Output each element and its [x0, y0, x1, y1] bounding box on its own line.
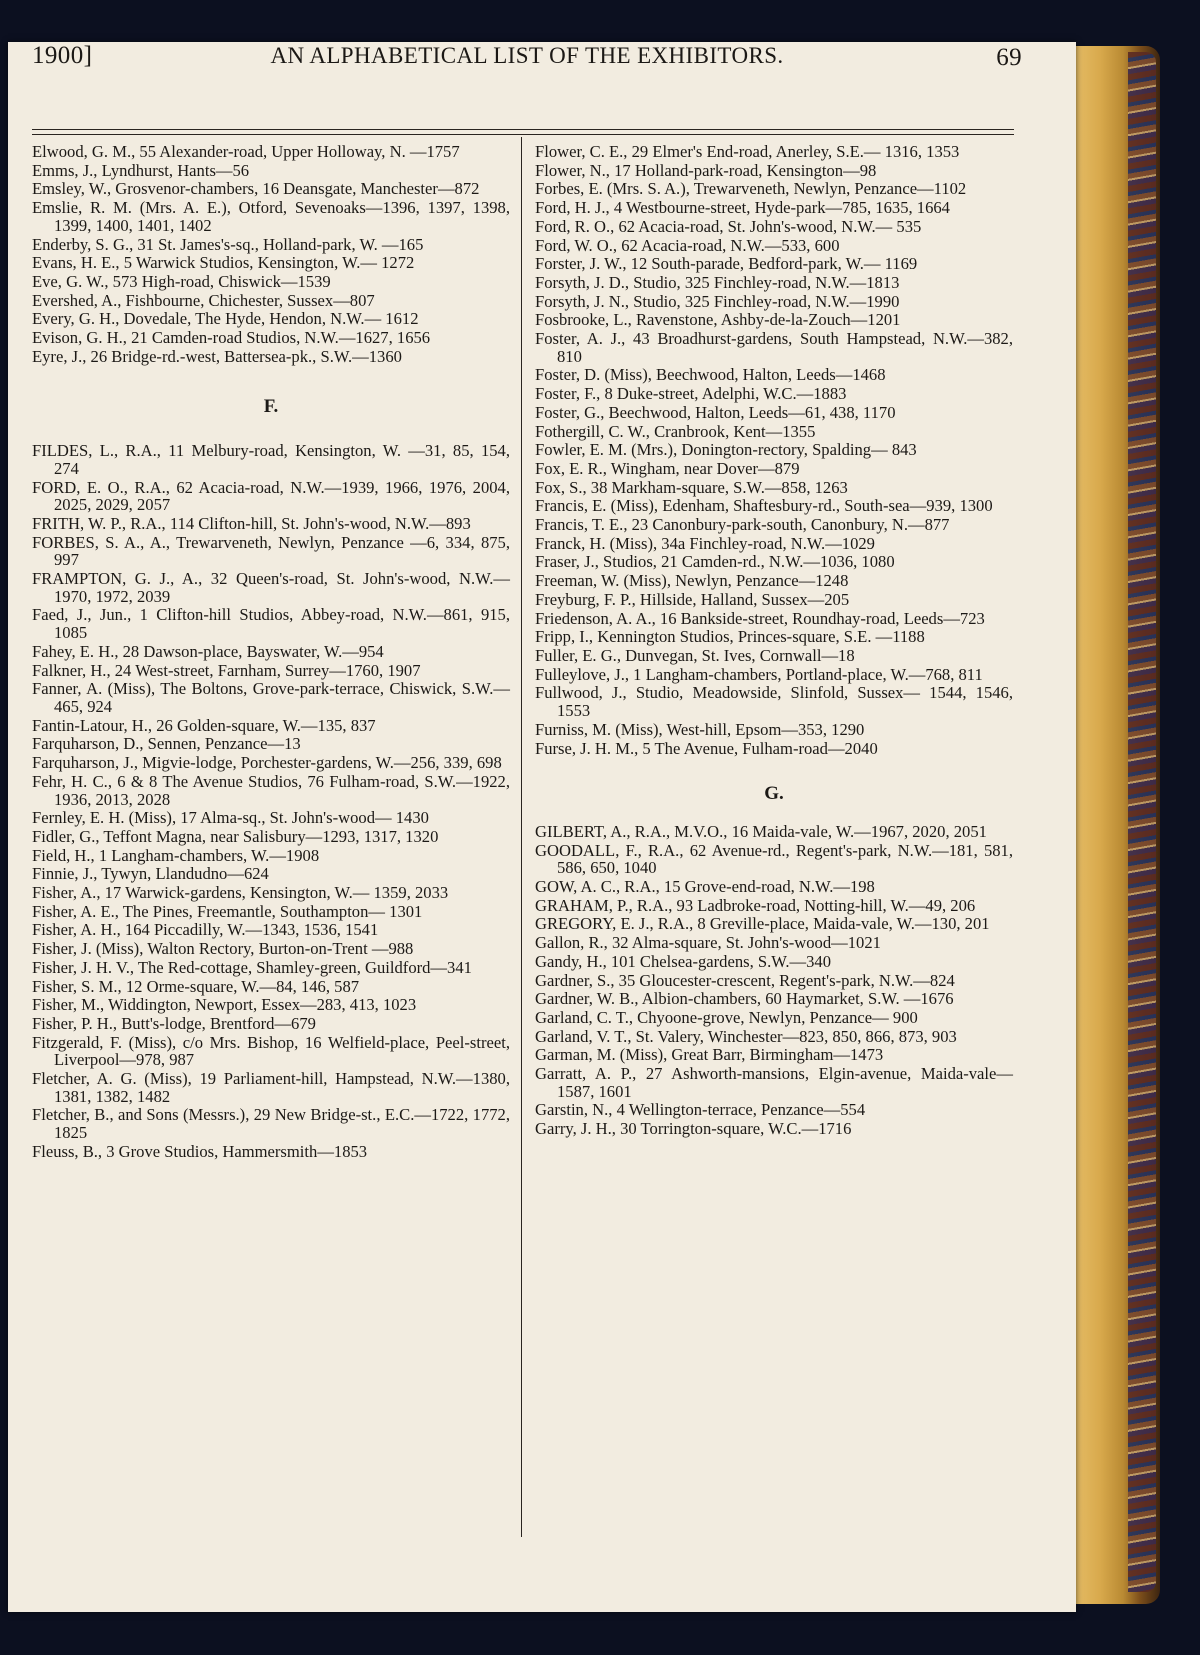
- exhibitor-entry: Furniss, M. (Miss), West-hill, Epsom—353, 1290: [535, 719, 865, 739]
- exhibitor-entry: Fisher, A. H., 164 Piccadilly, W.—1343, 1536, 1541: [32, 920, 379, 940]
- exhibitor-entry: Eyre, J., 26 Bridge-rd.-west, Battersea-pk., S.W.—1360: [32, 346, 402, 366]
- exhibitor-entry: GREGORY, E. J., R.A., 8 Greville-place, Maida-vale, W.—130, 201: [535, 914, 990, 934]
- exhibitor-entry: Fisher, J. H. V., The Red-cottage, Shamley-green, Guildford—341: [32, 957, 472, 977]
- exhibitor-entry: Forsyth, J. N., Studio, 325 Finchley-road, N.W.—1990: [535, 291, 900, 311]
- exhibitor-entry: Fisher, J. (Miss), Walton Rectory, Burton-on-Trent —988: [32, 939, 414, 959]
- column-divider: [521, 137, 522, 1537]
- exhibitor-entry: Foster, F., 8 Duke-street, Adelphi, W.C.—1883: [535, 384, 847, 404]
- exhibitor-entry: Fleuss, B., 3 Grove Studios, Hammersmith—1853: [32, 1141, 368, 1161]
- exhibitor-entry: Fidler, G., Teffont Magna, near Salisbury—1293, 1317, 1320: [32, 826, 439, 846]
- exhibitor-entry: Field, H., 1 Langham-chambers, W.—1908: [32, 845, 320, 865]
- exhibitor-entry: Forbes, E. (Mrs. S. A.), Trewarveneth, Newlyn, Penzance—1102: [535, 179, 967, 199]
- exhibitor-entry: Finnie, J., Tywyn, Llandudno—624: [32, 864, 269, 884]
- exhibitor-entry: Farquharson, D., Sennen, Penzance—13: [32, 734, 301, 754]
- exhibitor-entry: Garland, C. T., Chyoone-grove, Newlyn, Penzance— 900: [535, 1007, 918, 1027]
- exhibitor-entry: GRAHAM, P., R.A., 93 Ladbroke-road, Notting-hill, W.—49, 206: [535, 895, 976, 915]
- exhibitor-entry: Fowler, E. M. (Mrs.), Donington-rectory, Spalding— 843: [535, 440, 917, 460]
- entries-g-list: [535, 823, 1013, 1138]
- exhibitor-entry: Evison, G. H., 21 Camden-road Studios, N.W.—1627, 1656: [32, 328, 431, 348]
- page-header: [32, 42, 1022, 82]
- section-heading-f: F.: [263, 396, 279, 418]
- exhibitor-entry: Ford, H. J., 4 Westbourne-street, Hyde-park—785, 1635, 1664: [535, 198, 950, 218]
- exhibitor-entry: Evans, H. E., 5 Warwick Studios, Kensington, W.— 1272: [32, 253, 415, 273]
- exhibitor-entry: Garland, V. T., St. Valery, Winchester—823, 850, 866, 873, 903: [535, 1026, 957, 1046]
- exhibitor-entry: Foster, G., Beechwood, Halton, Leeds—61, 438, 1170: [535, 402, 896, 422]
- exhibitor-entry: FRAMPTON, G. J., A., 32 Queen's-road, St. John's-wood, N.W.—1970, 1972, 2039: [32, 569, 510, 606]
- exhibitor-entry: Ford, W. O., 62 Acacia-road, N.W.—533, 600: [535, 235, 840, 255]
- exhibitor-entry: Eve, G. W., 573 High-road, Chiswick—1539: [32, 271, 331, 291]
- exhibitor-entry: Fisher, A., 17 Warwick-gardens, Kensington, W.— 1359, 2033: [32, 883, 449, 903]
- exhibitor-entry: FORD, E. O., R.A., 62 Acacia-road, N.W.—1939, 1966, 1976, 2004, 2025, 2029, 2057: [32, 477, 510, 515]
- exhibitor-entry: Foster, D. (Miss), Beechwood, Halton, Leeds—1468: [535, 365, 886, 385]
- exhibitor-entry: Fitzgerald, F. (Miss), c/o Mrs. Bishop, 16 Welfield-place, Peel-street, Liverpool—978, 987: [32, 1032, 510, 1070]
- header-year: 1900]: [32, 42, 93, 69]
- exhibitor-entry: Fosbrooke, L., Ravenstone, Ashby-de-la-Zouch—1201: [535, 310, 901, 330]
- exhibitor-entry: Fantin-Latour, H., 26 Golden-square, W.—135, 837: [32, 715, 376, 735]
- exhibitor-entry: Every, G. H., Dovedale, The Hyde, Hendon, N.W.— 1612: [32, 309, 419, 329]
- exhibitor-entry: Fletcher, A. G. (Miss), 19 Parliament-hill, Hampstead, N.W.—1380, 1381, 1382, 1482: [32, 1069, 510, 1106]
- exhibitor-entry: Garman, M. (Miss), Great Barr, Birmingham—1473: [535, 1045, 884, 1065]
- entries-f-continued-list: [535, 143, 1013, 757]
- exhibitor-entry: Foster, A. J., 43 Broadhurst-gardens, South Hampstead, N.W.—382, 810: [535, 329, 1013, 366]
- exhibitor-entry: Fox, E. R., Wingham, near Dover—879: [535, 458, 800, 478]
- exhibitor-entry: Flower, N., 17 Holland-park-road, Kensington—98: [535, 160, 877, 180]
- exhibitor-entry: Forster, J. W., 12 South-parade, Bedford-park, W.— 1169: [535, 254, 918, 274]
- exhibitor-entry: Francis, T. E., 23 Canonbury-park-south, Canonbury, N.—877: [535, 515, 950, 535]
- header-title: AN ALPHABETICAL LIST OF THE EXHIBITORS.: [270, 43, 784, 68]
- entries-f-list: [32, 442, 510, 1160]
- exhibitor-entry: Fripp, I., Kennington Studios, Princes-square, S.E. —1188: [535, 627, 925, 647]
- exhibitor-entry: FILDES, L., R.A., 11 Melbury-road, Kensington, W. —31, 85, 154, 274: [32, 441, 510, 478]
- exhibitor-entry: Gardner, S., 35 Gloucester-crescent, Regent's-park, N.W.—824: [535, 970, 955, 990]
- exhibitor-entry: Garstin, N., 4 Wellington-terrace, Penzance—554: [535, 1100, 866, 1120]
- exhibitor-entry: Fletcher, B., and Sons (Messrs.), 29 New Bridge-st., E.C.—1722, 1772, 1825: [32, 1105, 510, 1143]
- exhibitor-entry: Fehr, H. C., 6 & 8 The Avenue Studios, 76 Fulham-road, S.W.—1922, 1936, 2013, 2028: [32, 771, 510, 809]
- exhibitor-entry: Fisher, S. M., 12 Orme-square, W.—84, 146, 587: [32, 976, 360, 996]
- exhibitor-entry: Falkner, H., 24 West-street, Farnham, Surrey—1760, 1907: [32, 660, 421, 680]
- header-rule-top: [32, 129, 1014, 130]
- exhibitor-entry: Evershed, A., Fishbourne, Chichester, Sussex—807: [32, 290, 375, 310]
- exhibitor-entry: GOODALL, F., R.A., 62 Avenue-rd., Regent's-park, N.W.—181, 581, 586, 650, 1040: [535, 840, 1013, 878]
- exhibitor-entry: Enderby, S. G., 31 St. James's-sq., Holland-park, W. —165: [32, 234, 424, 254]
- exhibitor-entry: GOW, A. C., R.A., 15 Grove-end-road, N.W.—198: [535, 877, 875, 897]
- exhibitor-entry: Elwood, G. M., 55 Alexander-road, Upper Holloway, N. —1757: [32, 142, 460, 161]
- exhibitor-entry: FORBES, S. A., A., Trewarveneth, Newlyn, Penzance —6, 334, 875, 997: [32, 532, 510, 570]
- exhibitor-entry: Fisher, P. H., Butt's-lodge, Brentford—679: [32, 1013, 316, 1033]
- exhibitor-entry: GILBERT, A., R.A., M.V.O., 16 Maida-vale, W.—1967, 2020, 2051: [535, 821, 987, 841]
- marbled-edge: [1128, 52, 1156, 1592]
- exhibitor-entry: Fulleylove, J., 1 Langham-chambers, Portland-place, W.—768, 811: [535, 664, 983, 684]
- exhibitor-entry: Gardner, W. B., Albion-chambers, 60 Haymarket, S.W. —1676: [535, 989, 954, 1009]
- section-heading-g: G.: [764, 783, 784, 805]
- exhibitor-entry: Fisher, M., Widdington, Newport, Essex—283, 413, 1023: [32, 995, 417, 1015]
- exhibitor-entry: Furse, J. H. M., 5 The Avenue, Fulham-road—2040: [535, 738, 878, 758]
- header-rule-bottom: [32, 134, 1014, 135]
- exhibitor-entry: Flower, C. E., 29 Elmer's End-road, Anerley, S.E.— 1316, 1353: [535, 142, 960, 161]
- exhibitor-entry: Fernley, E. H. (Miss), 17 Alma-sq., St. John's-wood— 1430: [32, 808, 429, 828]
- exhibitor-entry: Franck, H. (Miss), 34a Finchley-road, N.W.—1029: [535, 533, 875, 553]
- exhibitor-entry: Garry, J. H., 30 Torrington-square, W.C.—1716: [535, 1119, 852, 1139]
- entries-e-list: [32, 143, 510, 365]
- exhibitor-entry: Fullwood, J., Studio, Meadowside, Slinfold, Sussex— 1544, 1546, 1553: [535, 683, 1013, 721]
- left-column: [32, 143, 510, 1162]
- exhibitor-entry: FRITH, W. P., R.A., 114 Clifton-hill, St. John's-wood, N.W.—893: [32, 513, 471, 533]
- exhibitor-entry: Fuller, E. G., Dunvegan, St. Ives, Cornwall—18: [535, 645, 855, 665]
- exhibitor-entry: Fanner, A. (Miss), The Boltons, Grove-park-terrace, Chiswick, S.W.—465, 924: [32, 679, 510, 716]
- exhibitor-entry: Fraser, J., Studios, 21 Camden-rd., N.W.—1036, 1080: [535, 552, 895, 572]
- exhibitor-entry: Fox, S., 38 Markham-square, S.W.—858, 1263: [535, 477, 848, 497]
- exhibitor-entry: Fisher, A. E., The Pines, Freemantle, Southampton— 1301: [32, 901, 423, 921]
- exhibitor-entry: Friedenson, A. A., 16 Bankside-street, Roundhay-road, Leeds—723: [535, 608, 985, 628]
- page-number: 69: [996, 44, 1022, 71]
- exhibitor-entry: Faed, J., Jun., 1 Clifton-hill Studios, Abbey-road, N.W.—861, 915, 1085: [32, 605, 510, 643]
- exhibitor-entry: Freyburg, F. P., Hillside, Halland, Sussex—205: [535, 589, 850, 609]
- exhibitor-entry: Francis, E. (Miss), Edenham, Shaftesbury-rd., South-sea—939, 1300: [535, 496, 993, 516]
- exhibitor-entry: Forsyth, J. D., Studio, 325 Finchley-road, N.W.—1813: [535, 272, 900, 292]
- exhibitor-entry: Gandy, H., 101 Chelsea-gardens, S.W.—340: [535, 951, 832, 971]
- exhibitor-entry: Gallon, R., 32 Alma-square, St. John's-wood—1021: [535, 933, 881, 953]
- right-column: [535, 143, 1013, 1139]
- exhibitor-entry: Fothergill, C. W., Cranbrook, Kent—1355: [535, 421, 816, 441]
- exhibitor-entry: Garratt, A. P., 27 Ashworth-mansions, Elgin-avenue, Maida-vale—1587, 1601: [535, 1064, 1013, 1101]
- exhibitor-entry: Emms, J., Lyndhurst, Hants—56: [32, 160, 250, 180]
- exhibitor-entry: Emslie, R. M. (Mrs. A. E.), Otford, Sevenoaks—1396, 1397, 1398, 1399, 1400, 1401, 1402: [32, 198, 510, 235]
- exhibitor-entry: Farquharson, J., Migvie-lodge, Porchester-gardens, W.—256, 339, 698: [32, 753, 502, 773]
- exhibitor-entry: Emsley, W., Grosvenor-chambers, 16 Deansgate, Manchester—872: [32, 179, 480, 199]
- exhibitor-entry: Fahey, E. H., 28 Dawson-place, Bayswater, W.—954: [32, 641, 384, 661]
- exhibitor-entry: Ford, R. O., 62 Acacia-road, St. John's-wood, N.W.— 535: [535, 216, 922, 236]
- exhibitor-entry: Freeman, W. (Miss), Newlyn, Penzance—1248: [535, 571, 849, 591]
